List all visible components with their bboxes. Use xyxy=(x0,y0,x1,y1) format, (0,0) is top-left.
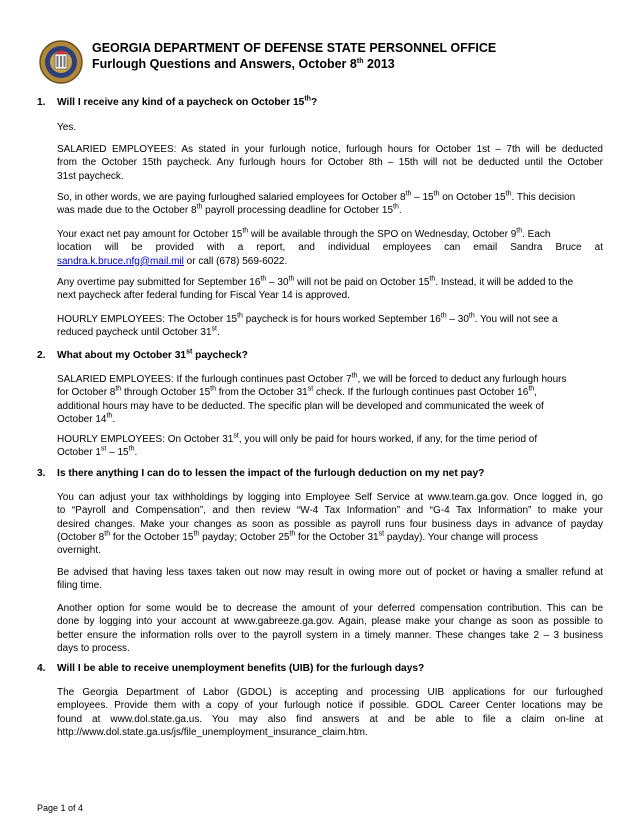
question-4: 4. Will I be able to receive unemployment benefits (UIB) for the furlough days? xyxy=(37,663,425,674)
document-title: GEORGIA DEPARTMENT OF DEFENSE STATE PERSONNEL OFFICE xyxy=(92,41,497,55)
document-header xyxy=(34,36,614,96)
answer-1-overtime: Any overtime pay submitted for September 16th – 30th will not be paid on October 15th. Instead, it will be added to the next paycheck after federal funding for Fiscal Year 14 is approved. xyxy=(57,275,574,302)
answer-2-salaried: SALARIED EMPLOYEES: If the furlough continues past October 7th, we will be forced to deduct any furlough hours for October 8th through October 15th from the October 31st check. If the furlough continues past October 16th, additional hours may have to be deducted. The specific plan will be developed and communicated the week of October 14th. xyxy=(57,372,567,425)
answer-1-salaried: SALARIED EMPLOYEES: As stated in your furlough notice, furlough hours for October 1st – 7th will be deducted from the October 15th paycheck. Any furlough hours for October 8th – 15th will not be deducted until the October 31st paycheck. xyxy=(57,144,603,182)
email-link[interactable]: sandra.k.bruce.nfg@mail.mil xyxy=(57,255,184,267)
answer-1-in-other-words: So, in other words, we are paying furloughed salaried employees for October 8th – 15th on October 15th. This decision was made due to the October 8th payroll processing deadline for October 15th. xyxy=(57,190,576,217)
page-number: Page 1 of 4 xyxy=(37,803,84,813)
answer-3-tax-withholdings: You can adjust your tax withholdings by logging into Employee Self Service at www.team.ga.gov. Once logged in, go to “Payroll and Compensation”, and then review “W-4 Tax Information” and “G-4 Tax Information” to make your desired changes. Make your changes as soon as possible as payroll runs four business days in advance of payday (October 8th for the October 15th payday; October 25th for the October 31st payday). Your change will process overnight. xyxy=(57,492,603,557)
answer-3-deferred-comp: Another option for some would be to decrease the amount of your deferred compensation contribution. This can be done by logging into your account at www.gabreeze.ga.gov. Again, please make your change as soon as possible to better ensure the information rolls over to the payroll system in a timely manner. These changes take 2 – 3 business days to process. xyxy=(57,603,603,654)
question-3: 3. Is there anything I can do to lessen the impact of the furlough deduction on my net pay? xyxy=(37,468,485,479)
question-1: 1. Will I receive any kind of a paycheck on October 15th? xyxy=(37,95,318,108)
question-2: 2. What about my October 31st paycheck? xyxy=(37,348,248,361)
answer-1-hourly: HOURLY EMPLOYEES: The October 15th paycheck is for hours worked September 16th – 30th. You will not see a reduced paycheck until October 31st. xyxy=(57,312,558,339)
answer-1-yes: Yes. xyxy=(57,122,77,133)
answer-1-net-pay: Your exact net pay amount for October 15th will be available through the SPO on Wednesday, October 9th. Each location will be provided with a report, and individual employees can email Sandra Bruce at sandra.k.bruce.nfg@mail.mil or call (678) 569-6022. xyxy=(57,227,603,267)
answer-2-hourly: HOURLY EMPLOYEES: On October 31st, you will only be paid for hours worked, if any, for the time period of October 1st – 15th. xyxy=(57,432,538,459)
answer-3-advisory: Be advised that having less taxes taken out now may result in owing more out of pocket or having a smaller refund at filing time. xyxy=(57,567,603,592)
document-subtitle: Furlough Questions and Answers, October 8th 2013 xyxy=(92,57,395,71)
georgia-state-seal-icon xyxy=(39,40,83,84)
answer-4-gdol: The Georgia Department of Labor (GDOL) is accepting and processing UIB applications for our furloughed employees. Provide them with a copy of your furlough notice if possible. GDOL Career Center locations may be found at www.dol.state.ga.us. You may also find answers at and be able to file a claim on-line at http://www.dol.state.ga.us/js/file_unemployment_insurance_claim.htm. xyxy=(57,687,603,738)
